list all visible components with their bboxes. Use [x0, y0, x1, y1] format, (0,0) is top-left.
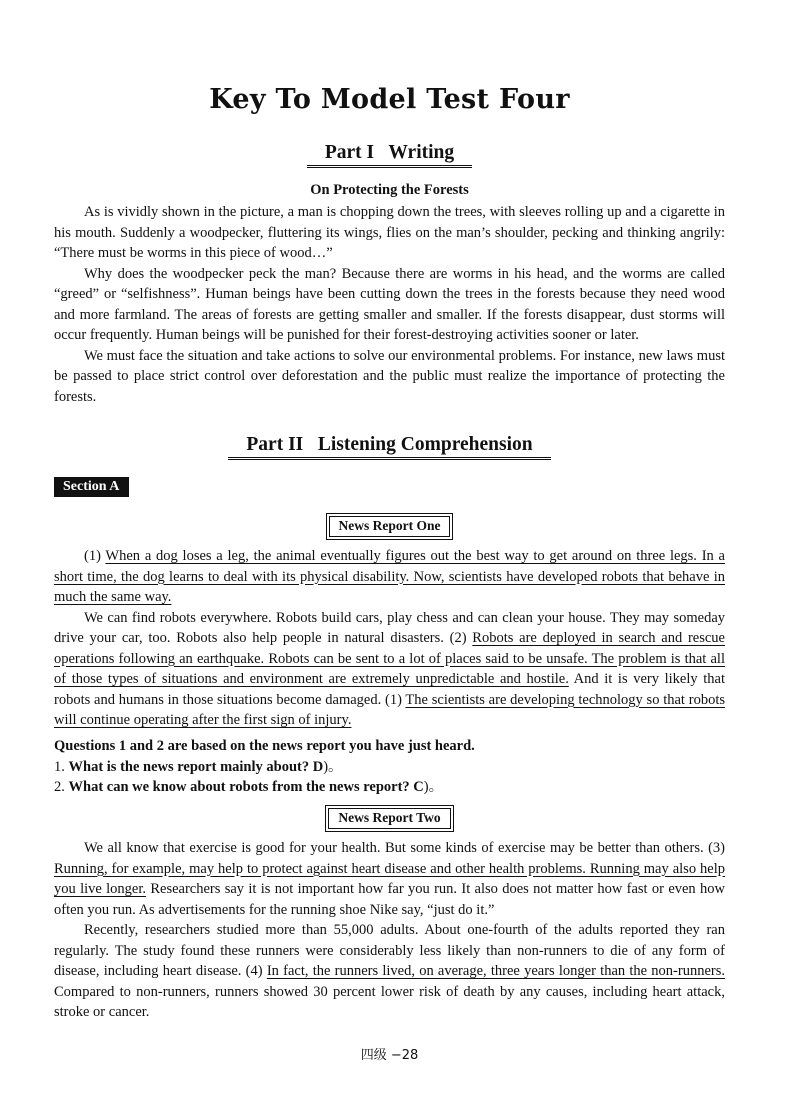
part1-heading-text: Part I Writing [307, 142, 472, 168]
question-number: 2. [54, 779, 69, 795]
underlined-answer-text: When a dog loses a leg, the animal eventually figures out the best way to get around on three legs. In a short time, the dog learns to deal with its physical disability. Now, scientists have developed robots that behave in much the same way. [54, 548, 725, 605]
underlined-answer-text: Running, for example, may help to protect against heart disease and other health problems. Running may also help you live longer. [54, 860, 725, 897]
underlined-answer-text: In fact, the runners lived, on average, three years longer than the non-runners. [266, 963, 725, 979]
news-report-two-transcript [54, 838, 725, 1023]
transcript-text: We can find robots everywhere. Robots build cars, play chess and can clean your house. They may someday drive your car, too. Robots also help people in natural disasters. [54, 609, 725, 646]
news-report-one-label [54, 516, 725, 537]
transcript-text: And it is very likely that robots and humans in those situations become damaged. [54, 671, 725, 708]
questions-intro: Questions 1 and 2 are based on the news report you have just heard. [54, 738, 475, 754]
underlined-answer-text: Robots are deployed in search and rescue operations following an earthquake. Robots can be sent to a lot of places said to be unsafe. The problem is that all of those types of situations and environment are extremely unpredictable and hostile. [54, 630, 725, 687]
news-report-one-transcript [54, 546, 725, 731]
answer-marker: (1) [84, 548, 106, 564]
part2-heading [54, 434, 725, 460]
part1-heading [54, 142, 725, 168]
essay-paragraph-1: As is vividly shown in the picture, a man is chopping down the trees, with sleeves rolling up and a cigarette in his mouth. Suddenly a woodpecker, fluttering its wings, flies on the man’s shoulder, pecking and thinking angrily: “There must be worms in this piece of wood…” [54, 204, 725, 261]
answer-marker: (1) [385, 691, 406, 708]
part2-heading-text: Part II Listening Comprehension [228, 434, 550, 460]
transcript-text: Compared to non-runners, runners showed 30 percent lower risk of death by any causes, including heart attack, stroke or cancer. [54, 983, 725, 1020]
question-text: What can we know about robots from the news report? C [68, 779, 424, 795]
question-text: What is the news report mainly about? D [68, 759, 324, 775]
page-number: 四级 −28 [360, 1048, 419, 1063]
question-2 [54, 777, 725, 798]
underlined-answer-text: The scientists are developing technology so that robots will continue operating after the first sign of injury. [54, 691, 725, 728]
transcript-text: We all know that exercise is good for your health. But some kinds of exercise may be better than others. [84, 840, 709, 856]
question-tail: )。 [323, 759, 343, 775]
question-1 [54, 757, 725, 778]
report2-paragraph-1 [54, 838, 725, 920]
news-report-two-title: News Report Two [328, 808, 450, 829]
report1-paragraph-1 [54, 546, 725, 608]
section-a-label: Section A [54, 477, 129, 497]
answer-marker: (3) [708, 840, 725, 856]
news-report-one-title: News Report One [329, 516, 451, 537]
answer-marker: (4) [245, 963, 267, 979]
report1-paragraph-2 [54, 608, 725, 731]
essay-paragraph-2: Why does the woodpecker peck the man? Because there are worms in his head, and the worms are called “greed” or “selfishness”. Human beings have been cutting down the trees in the forests because they need wood and more farmland. The areas of forests are getting smaller and smaller. If the forests disappear, dust storms will occur frequently. Human beings will be punished for their forest-destroying activities sooner or later. [54, 265, 725, 343]
transcript-text: Recently, researchers studied more than 55,000 adults. About one-fourth of the adults reported they ran regularly. The study found these runners were considerably less likely than non-runners to die of any form of disease, including heart disease. [54, 922, 725, 979]
question-tail: )。 [423, 779, 444, 795]
page-title: Key To Model Test Four [209, 84, 570, 115]
report2-paragraph-2 [54, 920, 725, 1023]
essay-body [54, 202, 725, 407]
transcript-text: Researchers say it is not important how far you run. It also does not matter how fast or even how often you run. As advertisements for the running shoe Nike say, “just do it.” [54, 881, 725, 918]
essay-paragraph-3: We must face the situation and take actions to solve our environmental problems. For instance, new laws must be passed to place strict control over deforestation and the public must realize the importance of protecting the forests. [54, 347, 725, 405]
news-report-two-label [54, 808, 725, 829]
essay-title: On Protecting the Forests [310, 182, 469, 198]
question-number: 1. [54, 759, 69, 775]
answer-marker: (2) [449, 630, 473, 646]
